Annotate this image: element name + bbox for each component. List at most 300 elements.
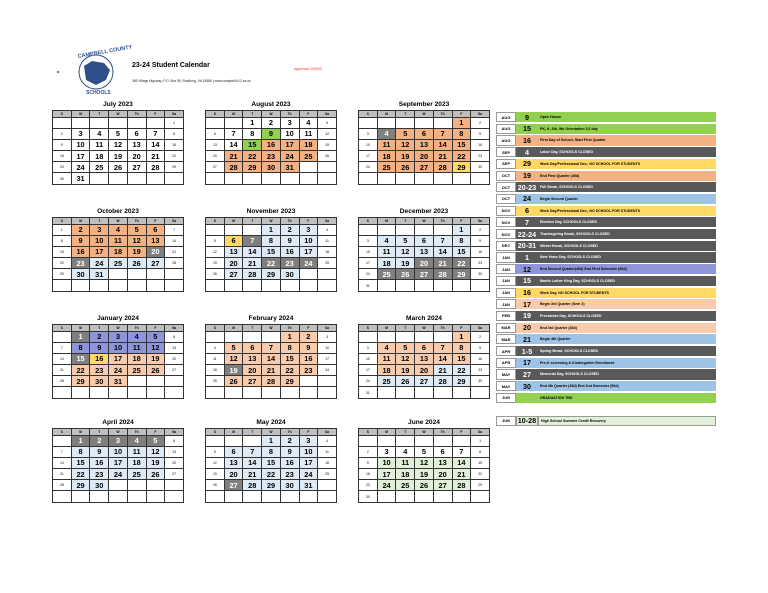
day-cell (433, 173, 452, 184)
weekday-header: W (415, 429, 434, 436)
day-cell: 4 (377, 128, 396, 139)
day-cell: 28 (433, 162, 452, 173)
day-cell: 15 (452, 246, 471, 257)
day-cell (90, 491, 109, 502)
day-cell: 28 (243, 269, 262, 280)
day-cell: 15 (452, 353, 471, 364)
day-cell: 30 (471, 162, 490, 173)
day-cell: 16 (359, 469, 378, 480)
weekday-header: M (71, 111, 90, 118)
event-month: JAN (496, 276, 516, 286)
day-cell: 16 (53, 151, 72, 162)
day-cell: 19 (396, 258, 415, 269)
day-cell (377, 280, 396, 291)
day-cell: 26 (146, 469, 165, 480)
weekday-header: Sa (471, 218, 490, 225)
event-day: 29 (516, 159, 538, 169)
day-cell (299, 162, 318, 173)
day-cell: 26 (127, 258, 146, 269)
day-cell: 20 (224, 469, 243, 480)
day-cell: 28 (262, 376, 281, 387)
day-cell: 23 (471, 258, 490, 269)
weekday-header: M (377, 429, 396, 436)
day-cell: 5 (396, 342, 415, 353)
day-cell (109, 173, 128, 184)
day-cell: 9 (53, 139, 72, 150)
weekday-header: F (452, 325, 471, 332)
weekday-header: W (262, 218, 281, 225)
day-cell (224, 117, 243, 128)
weekday-header: T (90, 111, 109, 118)
month-title: May 2024 (256, 419, 286, 426)
day-cell (377, 117, 396, 128)
day-cell (127, 269, 146, 280)
event-day: 1-5 (516, 346, 538, 356)
day-cell: 30 (280, 480, 299, 491)
event-month: JAN (496, 252, 516, 262)
day-cell: 23 (262, 151, 281, 162)
day-cell: 6 (415, 128, 434, 139)
day-cell: 28 (146, 162, 165, 173)
day-cell: 27 (224, 269, 243, 280)
day-cell (206, 224, 225, 235)
event-day: 4 (516, 147, 538, 157)
day-cell: 10 (377, 457, 396, 468)
day-cell (206, 173, 225, 184)
day-cell: 29 (71, 480, 90, 491)
day-cell: 1 (243, 117, 262, 128)
day-cell: 7 (224, 128, 243, 139)
day-cell: 6 (243, 342, 262, 353)
day-cell: 6 (224, 446, 243, 457)
event-month: AUG (496, 124, 516, 134)
day-cell (262, 173, 281, 184)
day-cell: 21 (433, 365, 452, 376)
day-cell (452, 491, 471, 502)
day-cell: 11 (109, 235, 128, 246)
day-cell (396, 173, 415, 184)
day-cell (452, 387, 471, 398)
day-cell (396, 387, 415, 398)
day-cell: 20 (206, 151, 225, 162)
day-cell: 17 (318, 353, 337, 364)
day-cell: 14 (433, 246, 452, 257)
weekday-header: S (206, 325, 225, 332)
day-cell: 27 (433, 480, 452, 491)
weekday-header: T (396, 325, 415, 332)
day-cell: 24 (299, 469, 318, 480)
day-cell: 25 (90, 162, 109, 173)
day-cell (318, 162, 337, 173)
day-cell: 15 (262, 246, 281, 257)
event-day: 21 (516, 334, 538, 344)
day-cell: 23 (359, 480, 378, 491)
day-cell: 21 (243, 258, 262, 269)
day-cell: 10 (299, 446, 318, 457)
weekday-header: M (71, 325, 90, 332)
day-cell: 25 (377, 376, 396, 387)
weekday-header: Sa (318, 325, 337, 332)
day-cell (109, 280, 128, 291)
event-month: MAR (496, 334, 516, 344)
day-cell: 2 (299, 331, 318, 342)
weekday-header: Sa (471, 111, 490, 118)
day-cell: 5 (224, 342, 243, 353)
weekday-header: S (206, 218, 225, 225)
day-cell: 18 (206, 365, 225, 376)
event-day: 1 (516, 252, 538, 262)
weekday-header: M (377, 111, 396, 118)
day-cell: 11 (127, 446, 146, 457)
day-cell: 2 (471, 117, 490, 128)
day-cell: 10 (359, 246, 378, 257)
day-cell: 13 (243, 353, 262, 364)
day-cell: 7 (452, 446, 471, 457)
day-cell (90, 117, 109, 128)
weekday-header: W (415, 111, 434, 118)
day-cell (433, 491, 452, 502)
day-cell (396, 491, 415, 502)
day-cell (224, 173, 243, 184)
day-cell: 8 (452, 342, 471, 353)
day-cell (415, 117, 434, 128)
day-cell: 1 (280, 331, 299, 342)
day-cell: 7 (433, 342, 452, 353)
day-cell: 21 (224, 151, 243, 162)
day-cell (396, 435, 415, 446)
weekday-header: T (243, 429, 262, 436)
day-cell (377, 435, 396, 446)
event-row (496, 182, 716, 192)
day-cell: 11 (377, 246, 396, 257)
day-cell: 4 (396, 446, 415, 457)
day-cell: 11 (127, 342, 146, 353)
event-month: MAR (496, 323, 516, 333)
month-calendar (205, 314, 337, 399)
event-text: First Day of School, Start First Quarter (538, 135, 716, 145)
day-cell: 27 (415, 269, 434, 280)
day-cell (165, 269, 184, 280)
day-cell: 13 (415, 353, 434, 364)
day-cell: 23 (471, 365, 490, 376)
month-title: September 2023 (398, 101, 450, 108)
event-month: NOV (496, 206, 516, 216)
day-cell (243, 280, 262, 291)
day-cell: 25 (299, 151, 318, 162)
day-cell: 11 (318, 235, 337, 246)
day-cell: 4 (318, 435, 337, 446)
weekday-header: T (243, 325, 262, 332)
weekday-header: S (359, 218, 378, 225)
day-cell: 4 (127, 331, 146, 342)
day-cell: 27 (146, 258, 165, 269)
day-cell: 16 (471, 139, 490, 150)
weekday-header: S (53, 218, 72, 225)
day-cell (243, 491, 262, 502)
day-cell: 27 (224, 480, 243, 491)
event-text: Begin 3rd Quarter (Sem 2) (538, 299, 716, 309)
event-row (496, 112, 716, 122)
day-cell: 13 (206, 139, 225, 150)
day-cell: 16 (280, 457, 299, 468)
day-cell: 1 (53, 224, 72, 235)
day-cell: 15 (280, 353, 299, 364)
svg-text:SCHOOLS: SCHOOLS (86, 90, 111, 96)
day-cell: 12 (224, 353, 243, 364)
day-cell (243, 224, 262, 235)
day-cell: 22 (262, 258, 281, 269)
day-cell: 15 (71, 457, 90, 468)
event-month: MAY (496, 369, 516, 379)
day-cell: 30 (280, 269, 299, 280)
day-cell: 5 (109, 128, 128, 139)
day-cell (165, 280, 184, 291)
day-cell: 24 (359, 269, 378, 280)
day-cell (377, 173, 396, 184)
weekday-header: F (146, 429, 165, 436)
day-cell (127, 117, 146, 128)
day-cell: 17 (359, 151, 378, 162)
event-month: APR (496, 358, 516, 368)
day-cell: 6 (146, 224, 165, 235)
day-cell: 10 (359, 353, 378, 364)
day-cell: 29 (165, 162, 184, 173)
day-cell: 22 (53, 258, 72, 269)
day-cell: 19 (206, 469, 225, 480)
day-cell: 9 (471, 128, 490, 139)
day-cell: 11 (206, 353, 225, 364)
day-cell (127, 376, 146, 387)
event-row (496, 171, 716, 181)
event-month: OCT (496, 171, 516, 181)
day-cell (415, 331, 434, 342)
day-cell: 18 (318, 246, 337, 257)
day-cell: 28 (243, 480, 262, 491)
day-cell (318, 480, 337, 491)
event-month: SEP (496, 147, 516, 157)
month-title: March 2024 (406, 315, 442, 322)
day-cell: 30 (262, 162, 281, 173)
day-cell (433, 224, 452, 235)
day-cell (165, 387, 184, 398)
day-cell: 14 (433, 139, 452, 150)
weekday-header: Sa (165, 218, 184, 225)
day-cell (109, 387, 128, 398)
day-cell (90, 173, 109, 184)
day-cell: 29 (280, 376, 299, 387)
event-day: 15 (516, 124, 538, 134)
day-cell: 25 (127, 365, 146, 376)
day-cell: 18 (396, 469, 415, 480)
month-calendar (52, 207, 184, 292)
weekday-header: M (224, 111, 243, 118)
day-cell: 30 (471, 376, 490, 387)
event-text: New Years Day, SCHOOLS CLOSED (538, 252, 716, 262)
event-row (496, 217, 716, 227)
day-cell (53, 387, 72, 398)
day-cell: 1 (165, 117, 184, 128)
event-day: 15 (516, 276, 538, 286)
day-cell: 11 (377, 353, 396, 364)
day-cell: 1 (262, 435, 281, 446)
weekday-header: W (109, 429, 128, 436)
weekday-header: S (359, 325, 378, 332)
event-month: FEB (496, 311, 516, 321)
day-cell (262, 280, 281, 291)
weekday-header: Th (280, 218, 299, 225)
day-cell (243, 331, 262, 342)
day-cell: 14 (53, 353, 72, 364)
day-cell: 30 (71, 269, 90, 280)
day-cell: 19 (206, 258, 225, 269)
day-cell (262, 387, 281, 398)
day-cell: 26 (396, 269, 415, 280)
day-cell: 20 (165, 353, 184, 364)
day-cell: 9 (471, 342, 490, 353)
day-cell (146, 269, 165, 280)
event-row (496, 288, 716, 298)
day-cell: 24 (280, 151, 299, 162)
day-cell: 19 (146, 457, 165, 468)
day-cell: 8 (165, 128, 184, 139)
day-cell: 11 (299, 128, 318, 139)
month-calendar (358, 207, 490, 292)
event-row (496, 334, 716, 344)
day-cell (127, 480, 146, 491)
event-month: DEC (496, 241, 516, 251)
day-cell (262, 331, 281, 342)
day-cell: 14 (433, 353, 452, 364)
day-cell: 26 (146, 365, 165, 376)
day-cell: 30 (53, 173, 72, 184)
event-day: 20 (516, 323, 538, 333)
day-cell (224, 280, 243, 291)
event-day: 6 (516, 206, 538, 216)
day-cell: 5 (206, 446, 225, 457)
day-cell: 1 (71, 331, 90, 342)
day-cell (146, 376, 165, 387)
day-cell: 24 (109, 365, 128, 376)
approved-note: Approved 1/09/23 (294, 67, 322, 71)
address-line: 369 Village Highway, P.O. Box 99, Rustburg, VA 24588 | www.campbell.k12.va.us (132, 79, 251, 83)
event-row (496, 194, 716, 204)
weekday-header: M (377, 218, 396, 225)
weekday-header: T (396, 111, 415, 118)
day-cell (109, 491, 128, 502)
weekday-header: S (359, 429, 378, 436)
day-cell: 9 (280, 446, 299, 457)
day-cell (377, 387, 396, 398)
day-cell: 25 (318, 258, 337, 269)
day-cell (280, 491, 299, 502)
day-cell: 11 (90, 139, 109, 150)
day-cell: 18 (299, 139, 318, 150)
day-cell: 31 (359, 280, 378, 291)
day-cell (53, 117, 72, 128)
day-cell (318, 387, 337, 398)
day-cell: 19 (224, 365, 243, 376)
day-cell: 25 (396, 480, 415, 491)
weekday-header: W (109, 325, 128, 332)
day-cell: 7 (433, 235, 452, 246)
day-cell: 5 (396, 235, 415, 246)
day-cell (90, 280, 109, 291)
weekday-header: Sa (471, 429, 490, 436)
day-cell: 17 (377, 469, 396, 480)
day-cell: 20 (224, 258, 243, 269)
event-day: 19 (516, 311, 538, 321)
day-cell: 13 (433, 457, 452, 468)
day-cell: 20 (415, 365, 434, 376)
day-cell (109, 117, 128, 128)
weekday-header: M (377, 325, 396, 332)
day-cell: 3 (359, 128, 378, 139)
day-cell: 4 (109, 224, 128, 235)
day-cell: 24 (359, 162, 378, 173)
day-cell: 9 (90, 446, 109, 457)
day-cell: 27 (127, 162, 146, 173)
weekday-header: S (206, 429, 225, 436)
day-cell: 21 (146, 151, 165, 162)
day-cell: 3 (299, 435, 318, 446)
day-cell: 30 (90, 376, 109, 387)
day-cell: 13 (415, 139, 434, 150)
day-cell: 25 (377, 269, 396, 280)
day-cell: 5 (127, 224, 146, 235)
weekday-header: Sa (165, 429, 184, 436)
day-cell: 29 (262, 480, 281, 491)
event-row (496, 159, 716, 169)
day-cell (165, 173, 184, 184)
day-cell (224, 331, 243, 342)
event-day: 30 (516, 381, 538, 391)
day-cell: 12 (109, 139, 128, 150)
day-cell (53, 280, 72, 291)
day-cell (359, 117, 378, 128)
day-cell: 5 (146, 435, 165, 446)
day-cell (165, 491, 184, 502)
day-cell: 17 (359, 258, 378, 269)
day-cell: 23 (299, 365, 318, 376)
event-text: Thanksgiving Break, SCHOOLS CLOSED (538, 229, 716, 239)
event-row (496, 311, 716, 321)
day-cell: 29 (452, 376, 471, 387)
day-cell (280, 173, 299, 184)
day-cell: 14 (243, 246, 262, 257)
day-cell (224, 491, 243, 502)
day-cell: 15 (243, 139, 262, 150)
day-cell: 3 (377, 446, 396, 457)
day-cell: 16 (71, 246, 90, 257)
day-cell: 15 (53, 246, 72, 257)
day-cell (415, 280, 434, 291)
day-cell: 9 (471, 235, 490, 246)
day-cell: 20 (165, 457, 184, 468)
day-cell (243, 387, 262, 398)
day-cell: 12 (396, 353, 415, 364)
day-cell: 19 (415, 469, 434, 480)
day-cell: 16 (471, 246, 490, 257)
day-cell: 19 (127, 246, 146, 257)
day-cell: 23 (90, 365, 109, 376)
event-row (496, 346, 716, 356)
day-cell: 10 (71, 139, 90, 150)
day-cell: 8 (452, 128, 471, 139)
day-cell (280, 280, 299, 291)
day-cell: 16 (262, 139, 281, 150)
weekday-header: F (299, 218, 318, 225)
day-cell: 17 (109, 457, 128, 468)
